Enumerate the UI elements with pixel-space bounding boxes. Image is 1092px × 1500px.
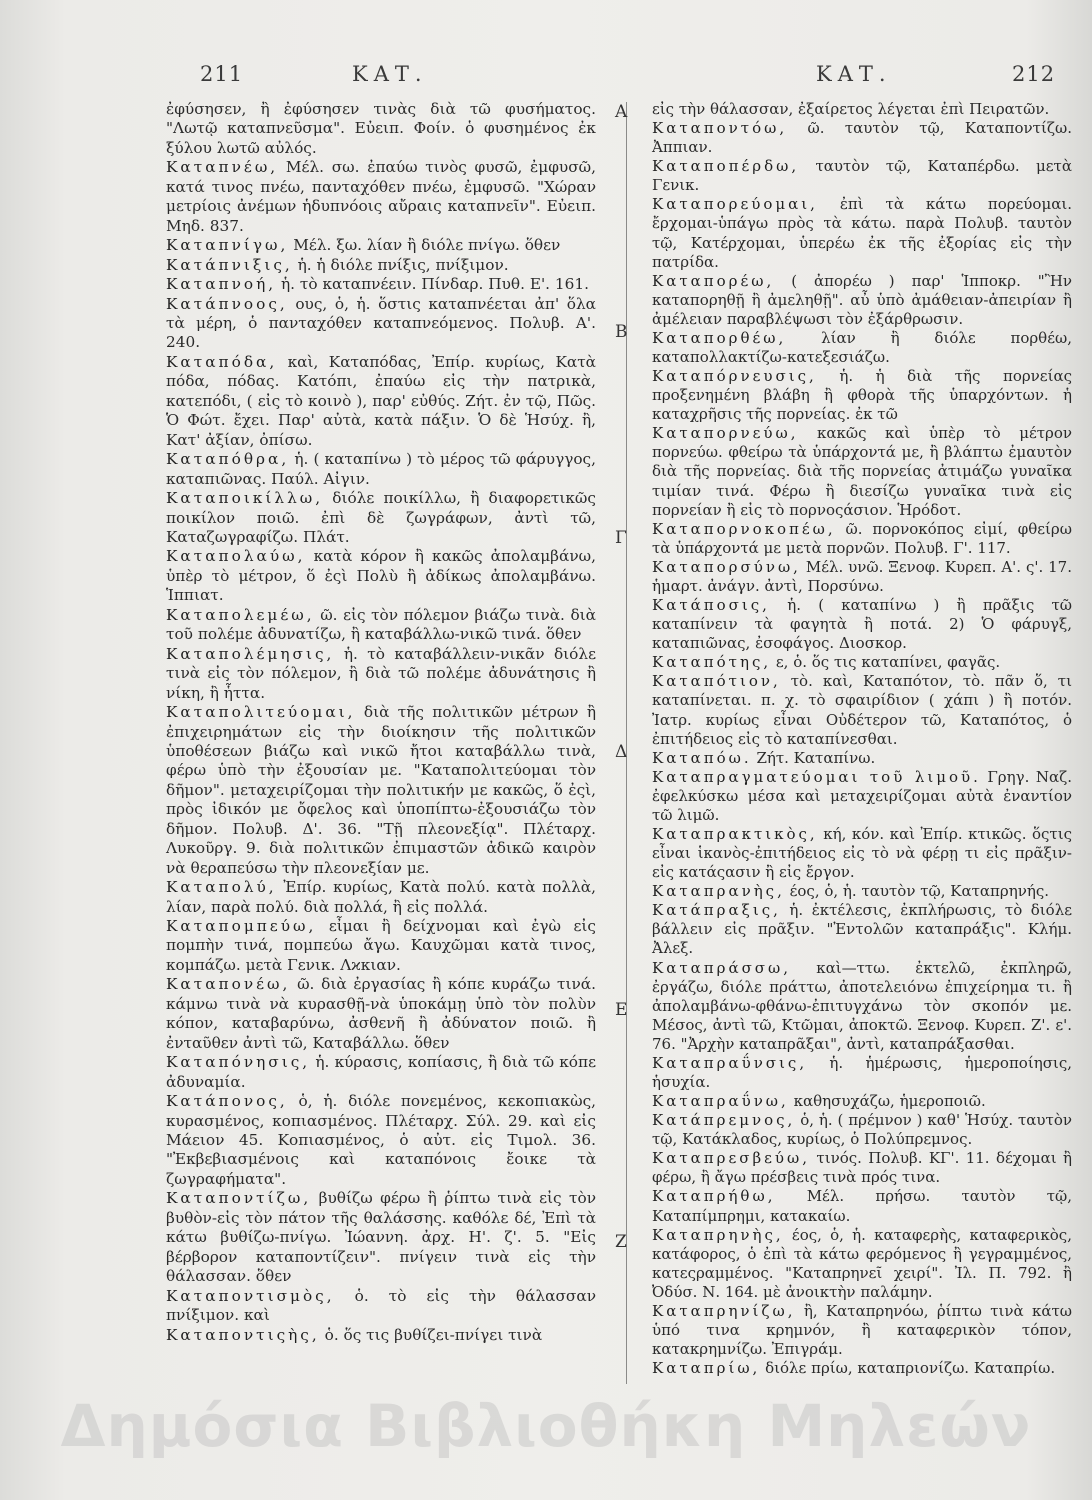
entry-headword: Καταπολύ, [166, 878, 277, 897]
entry-definition: Μέλ. σω. ἐπαύω τινὸς φυσῶ, ἐμφυσῶ, κατά τινος πνέω, πανταχόθεν πνέω, ἐμφυσῶ. "Χώραν μετρίοις ἀνέμων ἡδυπνόοις αὔραις καταπνεῖν". Εὐειπ. Μηδ. 837. [166, 158, 596, 235]
entry-definition: Γρηγ. Ναζ. ἐφελκύσκω μέσα καὶ μεταχειρίζομαι αὐτὰ ἐναντίον τῶ λιμῶ. [652, 767, 1072, 824]
dictionary-entry [652, 672, 1072, 748]
entry-definition: έος, ὁ, ἡ. ταυτὸν τῷ, Καταπρηνής. [789, 882, 1049, 901]
entry-definition: Μέλ. ξω. λίαν ἢ διόλε πνίγω. ὅθεν [293, 236, 561, 255]
entry-definition: εἶμαι ἢ δείχνομαι καὶ ἐγὼ εἰς πομπὴν τινά, πομπεύω ἄγω. Καυχῶμαι κατὰ τινος, κομπάζω. μετὰ Γενικ. Λϰκιαν. [166, 917, 596, 974]
library-watermark: Δημόσια Βιβλιοθήκη Μηλεών [60, 1392, 1032, 1460]
entry-headword: Καταπρηνὴς, [652, 1225, 784, 1244]
entry-headword: Καταπόρνευσις, [652, 367, 817, 386]
entry-headword: Καταποπέρδω, [652, 157, 800, 176]
entry-definition: Μέλ. πρήσω. ταυτὸν τῷ, Καταπίμπρημι, κατακαίω. [652, 1187, 1072, 1225]
dictionary-entry [652, 1226, 1072, 1302]
dictionary-entry [652, 1302, 1072, 1359]
entry-headword: Κατάπονος, [166, 1092, 288, 1111]
entry-headword: Καταπρεσβεύω, [652, 1149, 811, 1168]
entry-headword: Κατάποσις, [652, 596, 770, 615]
entry-headword: Καταπότιον, [652, 672, 781, 691]
dictionary-entry [166, 1189, 596, 1286]
dictionary-entry [166, 1092, 596, 1189]
entry-definition: διόλε πρίω, καταπριονίζω. Καταπρίω. [765, 1359, 1056, 1378]
entry-headword: Καταπορνεύω, [652, 424, 799, 443]
entry-definition: έος, ὁ, ἡ. καταφερὴς, καταφερικὸς, κατάφορος, ὁ ἐπὶ τὰ κάτω φερόμενος ἢ γεγραμμένος, κατεςραμμένος. "Καταπρηνεῖ χειρί". Ἰλ. Π. 792. ἢ Ὀδύσ. Ν. 164. μὲ ἀνοικτὴν παλάμην. [652, 1225, 1072, 1301]
dictionary-entry [652, 1092, 1072, 1111]
entry-headword: Κατάπραξις, [652, 901, 781, 920]
dictionary-entry [652, 653, 1072, 672]
entry-definition: ἡ. ἡ διόλε πνίξις, πνίξιμον. [297, 255, 509, 274]
entry-definition: καὶ—ττω. ἐκτελῶ, ἐκπληρῶ, ἐργάζω, διόλε πράττω, ἀποτελειόνω ἐπιχείρημα τι. ἢ ἀπολαμβάνω-φθάνω-ἐπιτυγχάνω τὸν σκοπόν με. Μέσος, ἀντὶ τῶ, Κτῶμαι, ἀποκτῶ. Ξενοφ. Κυρεπ. Ζ'. ε'. 76. "Ἀρχὴν καταπρᾶξαι", ἀντὶ, καταπράξασθαι. [652, 958, 1072, 1053]
entry-definition: ἡ. ἐκτέλεσις, ἐκπλήρωσις, τὸ διόλε βάλλειν εἰς πρᾶξιν. "Ἐντολῶν καταπράξις". Κλήμ. Ἀλεξ. [652, 901, 1072, 958]
section-letter: Α [615, 102, 628, 122]
dictionary-entry [652, 157, 1072, 195]
entry-definition: ἢ, Καταπρηνόω, ῥίπτω τινὰ κάτω ὑπό τινα κρημνόν, ἢ καταφερικὸν τόπον, κατακρημνίζω. Ἐπιγράμ. [652, 1301, 1072, 1359]
running-title-left: ΚΑΤ. [352, 62, 428, 86]
dictionary-entry [166, 975, 596, 1053]
entry-definition: ἡ. ἡ διὰ τῆς πορνείας προξενημένη βλάβη ἢ φθορὰ τῆς ὑπαρχόντων. ἡ καταχρῆσις τῆς πορνείας. ἐκ τῶ [652, 367, 1072, 424]
dictionary-entry [166, 547, 596, 605]
dictionary-entry [652, 749, 1072, 768]
entry-headword: Καταπορθέω, [652, 328, 787, 347]
dictionary-entry [166, 645, 596, 703]
entry-definition: τινός. Πολυβ. ΚΓ'. 11. δέχομαι ἢ φέρω, ἢ ἄγω πρέσβεις τινὰ πρός τινα. [652, 1149, 1072, 1187]
entry-headword: Καταποντόω, [652, 119, 788, 138]
entry-definition: ὁ. τὸ εἰς τὴν θάλασσαν πνίξιμον. καὶ [166, 1286, 596, 1325]
entry-headword: Καταπόνησις, [166, 1053, 311, 1072]
entry-headword: Καταπολιτεύομαι, [166, 703, 356, 722]
dictionary-entry [166, 353, 596, 450]
running-title-right: ΚΑΤ. [816, 62, 892, 86]
entry-definition: ἡ. ἡμέρωσις, ἡμεροποίησις, ἡσυχία. [652, 1053, 1072, 1091]
dictionary-entry [652, 367, 1072, 424]
entry-headword: Καταπρηνίζω, [652, 1301, 796, 1320]
page-number-right: 212 [1012, 62, 1056, 86]
entry-headword: Καταπολεμέω, [166, 605, 315, 624]
entry-definition: ους, ὁ, ἡ. ὅστις καταπνέεται ἀπ' ὅλα τὰ μέρη, ὁ πανταχόθεν καταπνεόμενος. Πολυβ. Α'. 240. [166, 294, 596, 352]
entry-headword: Καταποικίλλω, [166, 489, 324, 508]
entry-headword: Καταπορέω, [652, 271, 775, 290]
entry-headword: Κατάπνοος, [166, 294, 288, 313]
entry-headword: Καταπονέω, [166, 975, 291, 994]
entry-definition: καὶ, Καταπόδας, Ἐπίρ. κυρίως, Κατὰ πόδα, πόδας. Κατόπι, ἐπαύω εἰς τὴν πατρικὰ, κατεπόδι, ( εἰς τὸ κοινὸ ), παρ' εὐθύς. Ζήτ. ἐν τῷ, Πῶς. Ὁ Φώτ. ἔχει. Παρ' αὐτὰ, κατὰ πάξιν. Ὁ δὲ Ἡσύχ. ἢ, Κατ' ἀξίαν, ὀπίσω. [166, 352, 596, 449]
entry-definition: τὸ. καὶ, Καταπότον, τὸ. πᾶν ὅ, τι καταπίνεται. π. χ. τὸ σφαιρίδιον ( χάπι ) ἢ ποτόν. Ἰατρ. κυρίως εἶναι Οὐδέτερον τῶ, Καταπότος, ὁ ἐπιτήδειος εἰς τὸ καταπίνεσθαι. [652, 672, 1072, 748]
entry-definition: ὁ. ὅς τις βυθίζει-πνίγει τινὰ [324, 1325, 543, 1344]
entry-headword: Καταπόω. [652, 748, 752, 767]
dictionary-entry [166, 100, 596, 158]
entry-definition: ἡ. τὸ καταβάλλειν-νικᾶν διόλε τινὰ εἰς τὸν πόλεμον, ἢ διὰ τῶ πολέμε ἀδυνάτησις ἢ νίκη, ἢ ἧττα. [166, 644, 596, 702]
entry-headword: Καταποντισμὸς, [166, 1286, 335, 1305]
dictionary-entry [166, 256, 596, 275]
dictionary-entry [166, 606, 596, 645]
dictionary-entry [652, 825, 1072, 882]
dictionary-entry [652, 424, 1072, 519]
entry-definition: ἡ. ( καταπίνω ) ἢ πρᾶξις τῶ καταπίνειν τὰ φαγητὰ ἢ ποτά. 2) Ὁ φάρυγξ, καταπιῶνας, ἐσοφάγος. Διοσκορ. [652, 596, 1072, 653]
dictionary-entry [166, 1287, 596, 1326]
dictionary-entry [166, 1326, 596, 1345]
entry-headword: Καταπραγματεύομαι τοῦ λιμοῦ. [652, 767, 981, 786]
entry-definition: ἡ. ( καταπίνω ) τὸ μέρος τῶ φάρυγγος, καταπιῶνας. Παύλ. Αἰγιν. [166, 450, 596, 488]
entry-headword: Καταπρανὴς, [652, 882, 785, 901]
entry-headword: Καταπολαύω, [166, 547, 306, 566]
entry-definition: καθησυχάζω, ἡμεροποιῶ. [793, 1092, 986, 1111]
entry-headword: Καταποντιςὴς, [166, 1325, 320, 1344]
entry-headword: Καταπνέω, [166, 158, 279, 177]
dictionary-entry [652, 1111, 1072, 1149]
entry-definition: ἡ. κύρασις, κοπίασις, ἢ διὰ τῶ κόπε ἀδυναμία. [166, 1053, 596, 1091]
dictionary-entry [166, 489, 596, 547]
dictionary-entry [652, 558, 1072, 596]
entry-headword: Καταπολέμησις, [166, 644, 335, 663]
entry-headword: Καταπράσσω, [652, 958, 792, 977]
dictionary-entry [166, 275, 596, 294]
entry-headword: Καταποντίζω, [166, 1189, 312, 1208]
entry-headword: Καταπομπεύω, [166, 917, 317, 936]
dictionary-entry [652, 596, 1072, 653]
dictionary-entry [652, 1149, 1072, 1187]
page-header [0, 62, 1092, 102]
entry-headword: Καταπνίγω, [166, 236, 289, 255]
dictionary-entry [166, 703, 596, 878]
entry-definition: ταυτὸν τῷ, Καταπέρδω. μετὰ Γενικ. [652, 157, 1072, 195]
entry-headword: Καταπρακτικὸς, [652, 824, 818, 843]
entry-headword: Καταπορεύομαι, [652, 195, 818, 214]
section-letter: Δ [615, 742, 628, 762]
dictionary-entry [652, 1359, 1072, 1378]
entry-headword: Καταπόθρα, [166, 450, 290, 469]
dictionary-entry [166, 1053, 596, 1092]
entry-headword: Καταπραΰνσις, [652, 1053, 808, 1072]
dictionary-entry [652, 1054, 1072, 1092]
dictionary-entry [652, 100, 1072, 119]
entry-headword: Καταπνοή, [166, 275, 277, 294]
section-letter: Γ [615, 528, 627, 548]
dictionary-entry [652, 272, 1072, 329]
entry-definition: βυθίζω φέρω ἢ ῥίπτω τινὰ εἰς τὸν βυθὸν-εἰς τὸν πάτον τῆς θαλάσσης. καθόλε δέ, Ἐπὶ τὰ κάτω βυθίζω-πνίγω. Ἰώαννη. ἀρχ. Η'. ζ'. 5. "Εἰς βέρβορον καταποντίζειν". πνίγειν τινὰ εἰς τὴν θάλασσαν. ὅθεν [166, 1189, 596, 1286]
dictionary-entry [652, 901, 1072, 958]
page-number-left: 211 [200, 62, 244, 86]
dictionary-entry [652, 520, 1072, 558]
entry-definition: ὁ, ἡ. διόλε πονεμένος, κεκοπιακὼς, κυρασμένος, κοπιασμένος. Πλέταρχ. Σύλ. 29. καὶ εἰς Μάειον 45. Κοπιασμένος, ὁ αὐτ. εἰς Τιμολ. 36. "Ἐκβεβιασμένοις καὶ καταπόνοις ἔοικε τὰ ζωγραφήματα". [166, 1092, 596, 1188]
dictionary-entry [166, 158, 596, 236]
entry-definition: ( ἀπορέω ) παρ' Ἱπποκρ. "Ἢν καταπορηθῇ ἢ ἀμεληθῇ". αὖ ὑπὸ ἀμάθειαν-ἀπειρίαν ἢ ἀμέλειαν παραβλέψωσι τὸν ἐξάρθρωσιν. [652, 271, 1072, 328]
entry-definition: ἐπὶ τὰ κάτω πορεύομαι. ἔρχομαι-ὑπάγω πρὸς τὰ κάτω. παρὰ Πολυβ. ταυτὸν τῷ, Κατέρχομαι, ὑπερέω ἐκ τῆς ἐξορίας εἰς τὴν πατρίδα. [652, 195, 1072, 271]
dictionary-entry [652, 195, 1072, 271]
dictionary-entry [652, 1187, 1072, 1225]
dictionary-entry [166, 878, 596, 917]
dictionary-entry [652, 768, 1072, 825]
entry-headword: Καταπορνοκοπέω, [652, 519, 836, 538]
entry-definition: ε, ὁ. ὅς τις καταπίνει, φαγᾶς. [775, 653, 1001, 672]
entry-definition: εἰς τὴν θάλασσαν, ἐξαίρετος λέγεται ἐπὶ Πειρατῶν. [652, 100, 1050, 118]
dictionary-entry [166, 295, 596, 353]
section-letter: Β [615, 322, 628, 342]
entry-definition: ἡ. τὸ καταπνέειν. Πίνδαρ. Πυθ. Ε'. 161. [281, 275, 589, 294]
entry-headword: Καταπότης, [652, 653, 772, 672]
entry-headword: Καταπόδα, [166, 352, 278, 371]
entry-definition: λίαν ἢ διόλε πορθέω, καταπολλακτίζω-κατεξεσιάζω. [652, 328, 1072, 367]
entry-definition: ῶ. εἰς τὸν πόλεμον βιάζω τινὰ. διὰ τοῦ πολέμε ἀδυνατίζω, ἢ καταβάλλω-νικῶ τινά. ὅθεν [166, 605, 596, 644]
entry-headword: Καταπορσύνω, [652, 557, 801, 576]
entry-headword: Κατάπρεμνος, [652, 1111, 796, 1130]
entry-definition: κακῶς καὶ ὑπὲρ τὸ μέτρον πορνεύω. φθείρω τὰ ὑπάρχοντά με, ἢ βλάπτω ἐμαυτὸν διὰ τῆς πορνείας. διὰ τῆς πορνείας ἀτιμάζω γυναῖκα τιμίαν τινά. Φέρω ἢ διεσίζω γυναῖκα τινὰ εἰς πορνείαν ἢ εἰς τὸ πορνοςάσιον. Ἡρόδοτ. [652, 424, 1072, 519]
entry-definition: ἐφύσησεν, ἢ ἐφύσησεν τινὰς διὰ τῶ φυσήματος. "Λωτῷ καταπνεῦσμα". Εὐειπ. Φοίν. ὁ φυσημένος ἐκ ξύλου λωτῶ αὐλός. [166, 100, 596, 157]
entry-definition: κατὰ κόρον ἢ κακῶς ἀπολαμβάνω, ὑπὲρ τὸ μέτρον, ὅ ἐςὶ Πολὺ ἢ ἀδίκως ἀπολαμβάνω. Ἱππιατ. [166, 547, 596, 605]
dictionary-entry [652, 119, 1072, 157]
dictionary-entry [652, 329, 1072, 367]
entry-definition: ὁ, ἡ. ( πρέμνον ) καθ' Ἡσύχ. ταυτὸν τῷ, Κατάκλαδος, κυρίως, ὁ Πολύπρεμνος. [652, 1111, 1072, 1149]
right-column [652, 100, 1072, 1378]
section-letter: Ζ [615, 1232, 627, 1252]
entry-headword: Καταπρήθω, [652, 1187, 776, 1206]
dictionary-entry [166, 917, 596, 975]
entry-definition: Ζήτ. Καταπίνω. [756, 748, 876, 767]
entry-definition: Ἐπίρ. κυρίως, Κατὰ πολύ. κατὰ πολλὰ, λίαν, παρὰ πολύ. διὰ πολλά, ἢ εἰς πολλά. [166, 878, 596, 916]
section-letter: Ε [615, 1000, 628, 1020]
entry-definition: διὰ τῆς πολιτικῶν μέτρων ἢ ἐπιχειρημάτων εἰς τὴν διοίκησιν τῆς πολιτικῶν ὑποθέσεων βιάζω καὶ νικῶ ἤτοι καταβάλλω τινὰ, φέρω ὑπὸ τὴν ἐξουσίαν με. "Καταπολιτεύομαι τὸν δῆμον". μεταχειρίζομαι τὴν πολιτικήν με κακῶς, ὅ ἐςὶ, πρὸς ἰδικόν με ὄφελος καὶ ὑποπίπτω-ἐξουσιάζω τὸν δῆμον. Πολυβ. Δ'. 36. "Τῇ πλεονεξίᾳ". Πλέταρχ. Λυκοῦργ. 9. διὰ πολιτικῶν ἐπιμαστῶν ἀδικῶ καιρὸν νὰ θεραπεύσω τὴν πλεονεξίαν με. [166, 703, 596, 877]
left-column [166, 100, 596, 1345]
entry-definition: διόλε ποικίλλω, ἢ διαφορετικῶς ποικίλον ποιῶ. ἐπὶ δὲ ζωγράφων, ἀντὶ τῶ, Καταζωγραφίζω. Πλάτ. [166, 489, 596, 546]
entry-headword: Καταπρίω, [652, 1359, 761, 1378]
dictionary-entry [166, 450, 596, 489]
entry-definition: κή, κόν. καὶ Ἐπίρ. κτικῶς. ὅςτις εἶναι ἱκανὸς-ἐπιτήδειος εἰς τὸ νὰ φέρῃ τι εἰς πρᾶξιν-εἰς κατάςασιν ἢ εἰς ἔργον. [652, 824, 1072, 882]
entry-definition: ῶ. διὰ ἐργασίας ἢ κόπε κυράζω τινά. κάμνω τινὰ νὰ κυρασθῇ-νὰ ὑποκάμῃ ὑπὸ τὸν πολὺν κόπον, καταβαρύνω, ἀσθενῆ ἢ ἀδύνατον ποιῶ. ἢ ἐνταῦθεν ἀντὶ τῶ, Καταβάλλω. ὅθεν [166, 975, 596, 1052]
entry-definition: Μέλ. υνῶ. Ξενοφ. Κυρεπ. Α'. ς'. 17. ἡμαρτ. ἀνάγν. ἀντὶ, Πορσύνω. [652, 557, 1072, 595]
entry-headword: Καταπραΰνω, [652, 1092, 789, 1111]
dictionary-entry [652, 882, 1072, 901]
entry-definition: ῶ. ταυτὸν τῷ, Καταποντίζω. Ἀππιαν. [652, 119, 1072, 157]
entry-definition: ῶ. πορνοκόπος εἰμί, φθείρω τὰ ὑπάρχοντά με μετὰ πορνῶν. Πολυβ. Γ'. 117. [652, 519, 1072, 557]
entry-headword: Κατάπνιξις, [166, 255, 293, 274]
dictionary-entry [652, 959, 1072, 1054]
dictionary-entry [166, 236, 596, 255]
